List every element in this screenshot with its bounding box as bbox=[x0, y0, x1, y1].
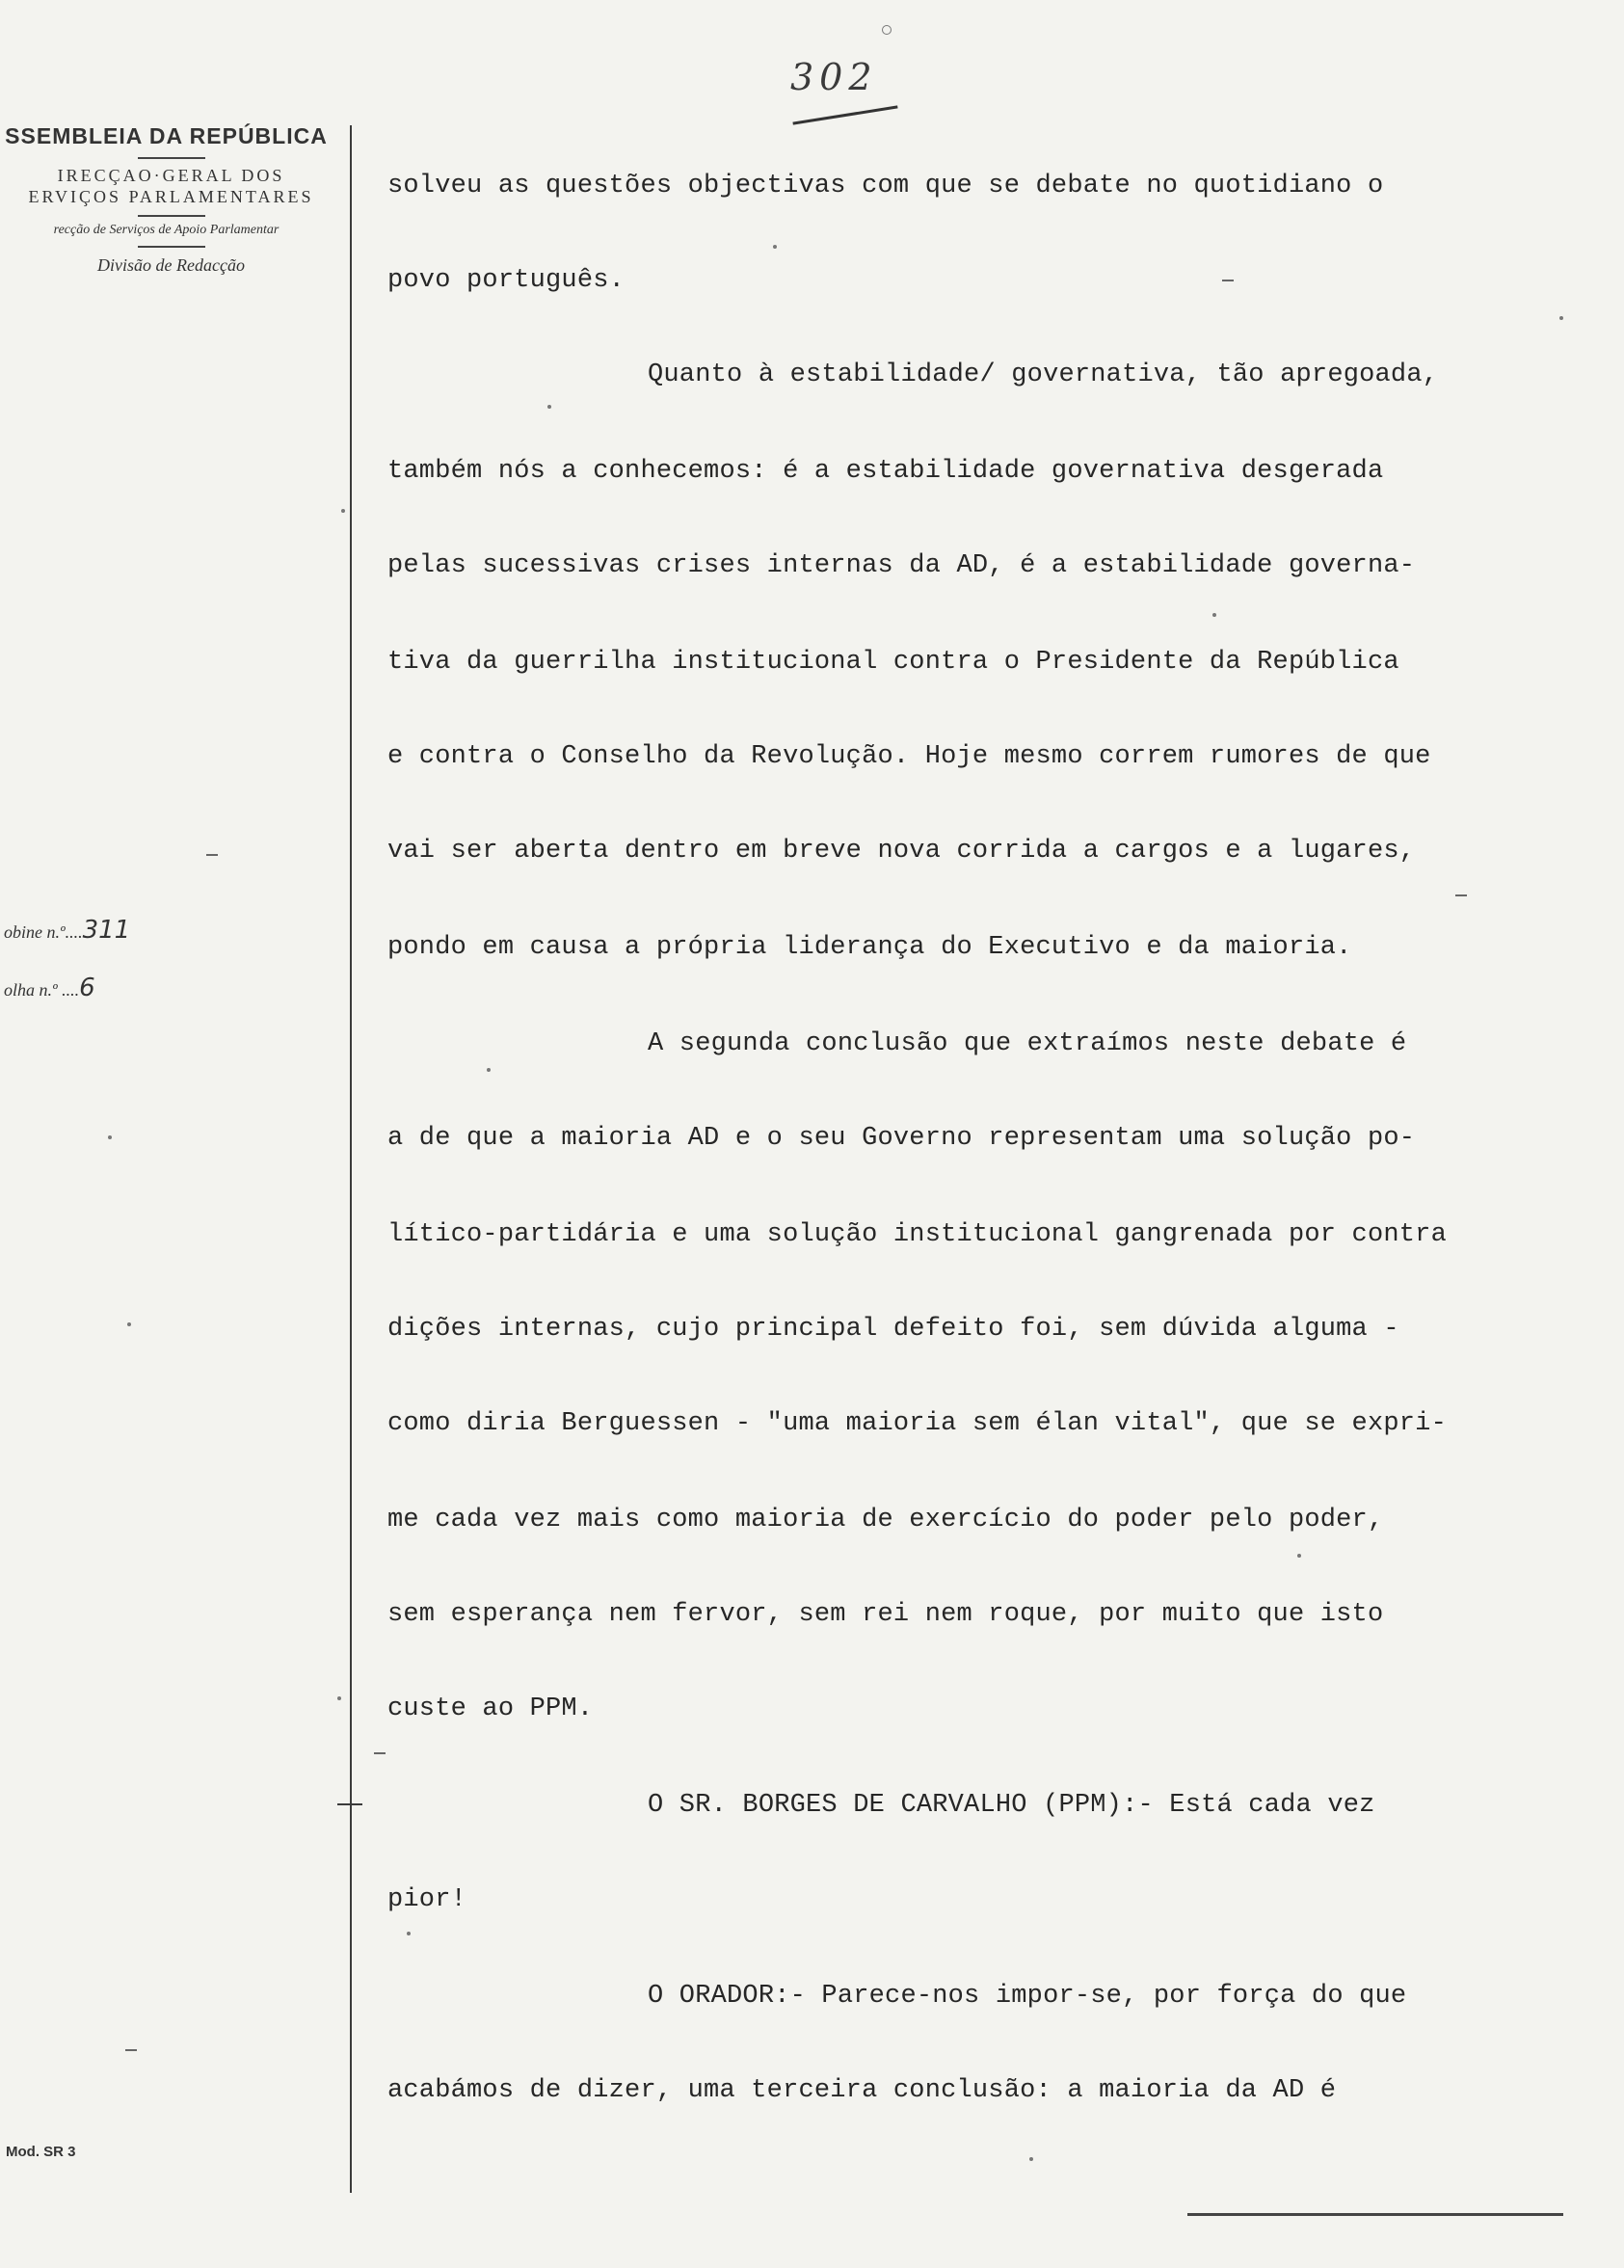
paper-speck bbox=[1029, 2157, 1033, 2161]
paper-speck bbox=[407, 1932, 411, 1935]
text-line: vai ser aberta dentro em breve nova corrida a cargos e a lugares, bbox=[387, 837, 1416, 866]
text-line: e contra o Conselho da Revolução. Hoje mesmo correm rumores de que bbox=[387, 742, 1431, 771]
paper-speck bbox=[487, 1068, 491, 1072]
text-line: Quanto à estabilidade/ governativa, tão apregoada, bbox=[648, 360, 1439, 389]
paper-mark bbox=[206, 854, 218, 856]
folha-value: 6 bbox=[79, 974, 95, 1002]
text-line: O SR. BORGES DE CARVALHO (PPM):- Está cada vez bbox=[648, 1791, 1375, 1820]
folha-field bbox=[4, 974, 95, 1002]
paper-mark bbox=[1222, 280, 1234, 281]
text-line: sem esperança nem fervor, sem rei nem roque, por muito que isto bbox=[387, 1600, 1384, 1629]
paper-speck bbox=[1212, 613, 1216, 617]
paper-speck bbox=[108, 1135, 112, 1139]
folha-label: olha n.º .... bbox=[4, 980, 80, 1000]
bobine-label: obine n.º.... bbox=[4, 922, 83, 942]
letterhead-section: recção de Serviços de Apoio Parlamentar bbox=[53, 223, 280, 237]
letterhead-divider bbox=[138, 157, 205, 159]
text-line: A segunda conclusão que extraímos neste debate é bbox=[648, 1029, 1407, 1058]
paper-mark bbox=[1455, 894, 1467, 896]
letterhead-directorate: IRECÇAO·GERAL DOS bbox=[57, 166, 285, 185]
letterhead-services: ERVIÇOS PARLAMENTARES bbox=[28, 187, 314, 206]
letterhead-divider bbox=[138, 215, 205, 217]
paper-mark bbox=[374, 1752, 386, 1754]
paper-speck bbox=[127, 1322, 131, 1326]
paper-speck bbox=[1297, 1554, 1301, 1558]
paper-speck bbox=[547, 405, 551, 409]
paper-speck bbox=[341, 509, 345, 513]
model-label: Mod. SR 3 bbox=[6, 2144, 76, 2160]
bobine-field bbox=[4, 916, 130, 945]
paper-speck bbox=[337, 1696, 341, 1700]
text-line: a de que a maioria AD e o seu Governo representam uma solução po- bbox=[387, 1124, 1416, 1153]
text-line: pior! bbox=[387, 1885, 467, 1914]
text-line: dições internas, cujo principal defeito foi, sem dúvida alguma - bbox=[387, 1315, 1399, 1344]
text-line: me cada vez mais como maioria de exercício do poder pelo poder, bbox=[387, 1506, 1384, 1534]
text-line: pelas sucessivas crises internas da AD, é a estabilidade governa- bbox=[387, 551, 1416, 580]
margin-rule-tick bbox=[337, 1803, 362, 1805]
paper-speck bbox=[1559, 316, 1563, 320]
paper-mark bbox=[125, 2049, 137, 2051]
letterhead-division: Divisão de Redacção bbox=[97, 255, 245, 275]
text-line: povo português. bbox=[387, 266, 626, 295]
text-line: pondo em causa a própria liderança do Executivo e da maioria. bbox=[387, 933, 1352, 962]
bobine-value: 311 bbox=[82, 916, 131, 945]
margin-rule bbox=[350, 125, 352, 2193]
text-line: custe ao PPM. bbox=[387, 1694, 594, 1723]
text-line: O ORADOR:- Parece-nos impor-se, por força do que bbox=[648, 1982, 1407, 2011]
text-line: tiva da guerrilha institucional contra o Presidente da República bbox=[387, 648, 1399, 677]
text-line: acabámos de dizer, uma terceira conclusão: a maioria da AD é bbox=[387, 2076, 1337, 2105]
text-line: solveu as questões objectivas com que se debate no quotidiano o bbox=[387, 172, 1384, 200]
letterhead bbox=[0, 123, 342, 276]
page-end-rule bbox=[1187, 2213, 1563, 2216]
page-number-underline bbox=[792, 105, 897, 124]
handwritten-page-number: 302 bbox=[790, 56, 878, 98]
text-line: lítico-partidária e uma solução institucional gangrenada por contra bbox=[387, 1220, 1447, 1249]
text-line: como diria Berguessen - "uma maioria sem élan vital", que se expri- bbox=[387, 1409, 1447, 1438]
hole-punch-mark bbox=[882, 25, 892, 35]
text-line: também nós a conhecemos: é a estabilidade governativa desgerada bbox=[387, 457, 1384, 486]
paper-speck bbox=[773, 245, 777, 249]
letterhead-divider bbox=[138, 246, 205, 248]
letterhead-title: SSEMBLEIA DA REPÚBLICA bbox=[5, 123, 328, 148]
